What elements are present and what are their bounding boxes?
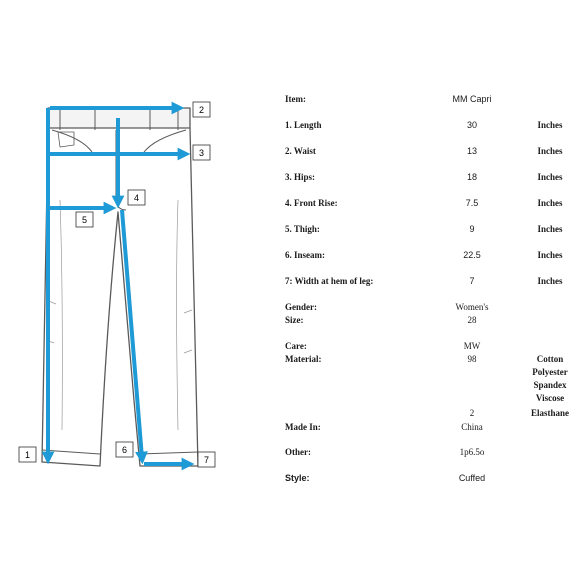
hips-unit: Inches — [537, 172, 563, 182]
inseam-value: 22.5 — [463, 250, 481, 260]
length-value: 30 — [466, 120, 477, 130]
style-label: Style: — [285, 473, 310, 483]
inseam-label: 6. Inseam: — [285, 250, 325, 260]
front-rise-value: 7.5 — [465, 198, 479, 208]
marker-5 — [76, 212, 93, 227]
material-fiber-3: Spandex — [533, 380, 567, 390]
material-value-2: 2 — [469, 408, 475, 418]
marker-2 — [193, 102, 210, 117]
thigh-value: 9 — [469, 224, 475, 234]
thigh-unit: Inches — [537, 224, 563, 234]
item-value: MM Capri — [452, 94, 492, 104]
hem-width-unit: Inches — [537, 276, 563, 286]
material-label: Material: — [285, 354, 322, 364]
size-label: Size: — [285, 315, 304, 325]
svg-text:2: 2 — [198, 105, 205, 115]
made-in-label: Made In: — [285, 422, 321, 432]
marker-6 — [116, 442, 133, 457]
thigh-label: 5. Thigh: — [285, 224, 320, 234]
svg-text:6: 6 — [121, 445, 128, 455]
hem-width-label: 7: Width at hem of leg: — [285, 276, 374, 286]
svg-text:5: 5 — [81, 215, 88, 225]
inseam-line — [122, 210, 142, 458]
svg-text:4: 4 — [133, 193, 140, 203]
hips-value: 18 — [466, 172, 477, 182]
style-value: Cuffed — [458, 473, 486, 483]
care-value: MW — [463, 341, 481, 351]
hem-width-value: 7 — [469, 276, 475, 286]
front-rise-unit: Inches — [537, 198, 563, 208]
other-value: 1p6.5o — [459, 447, 485, 457]
material-fiber-2: Polyester — [532, 367, 568, 377]
marker-3 — [193, 145, 210, 160]
size-value: 28 — [467, 315, 477, 325]
measurement-diagram — [0, 0, 240, 580]
length-label: 1. Length — [285, 120, 322, 130]
care-label: Care: — [285, 341, 307, 351]
svg-text:1: 1 — [24, 450, 31, 460]
other-label: Other: — [285, 447, 311, 457]
front-rise-label: 4. Front Rise: — [285, 198, 338, 208]
hips-label: 3. Hips: — [285, 172, 316, 182]
gender-label: Gender: — [285, 302, 317, 312]
svg-text:3: 3 — [198, 148, 205, 158]
made-in-value: China — [461, 422, 483, 432]
material-fiber-5: Elasthane — [530, 408, 569, 418]
svg-text:7: 7 — [203, 455, 210, 465]
inseam-unit: Inches — [537, 250, 563, 260]
material-fiber-4: Viscose — [535, 393, 565, 403]
gender-value: Women's — [455, 302, 489, 312]
waist-label: 2. Waist — [285, 146, 316, 156]
waist-unit: Inches — [537, 146, 563, 156]
waist-value: 13 — [466, 146, 477, 156]
item-label: Item: — [285, 94, 306, 104]
length-unit: Inches — [537, 120, 563, 130]
marker-1 — [19, 447, 36, 462]
material-value: 98 — [467, 354, 477, 364]
marker-4 — [128, 190, 145, 205]
material-fiber-1: Cotton — [536, 354, 564, 364]
marker-7 — [198, 452, 215, 467]
measurement-lines — [48, 108, 188, 464]
